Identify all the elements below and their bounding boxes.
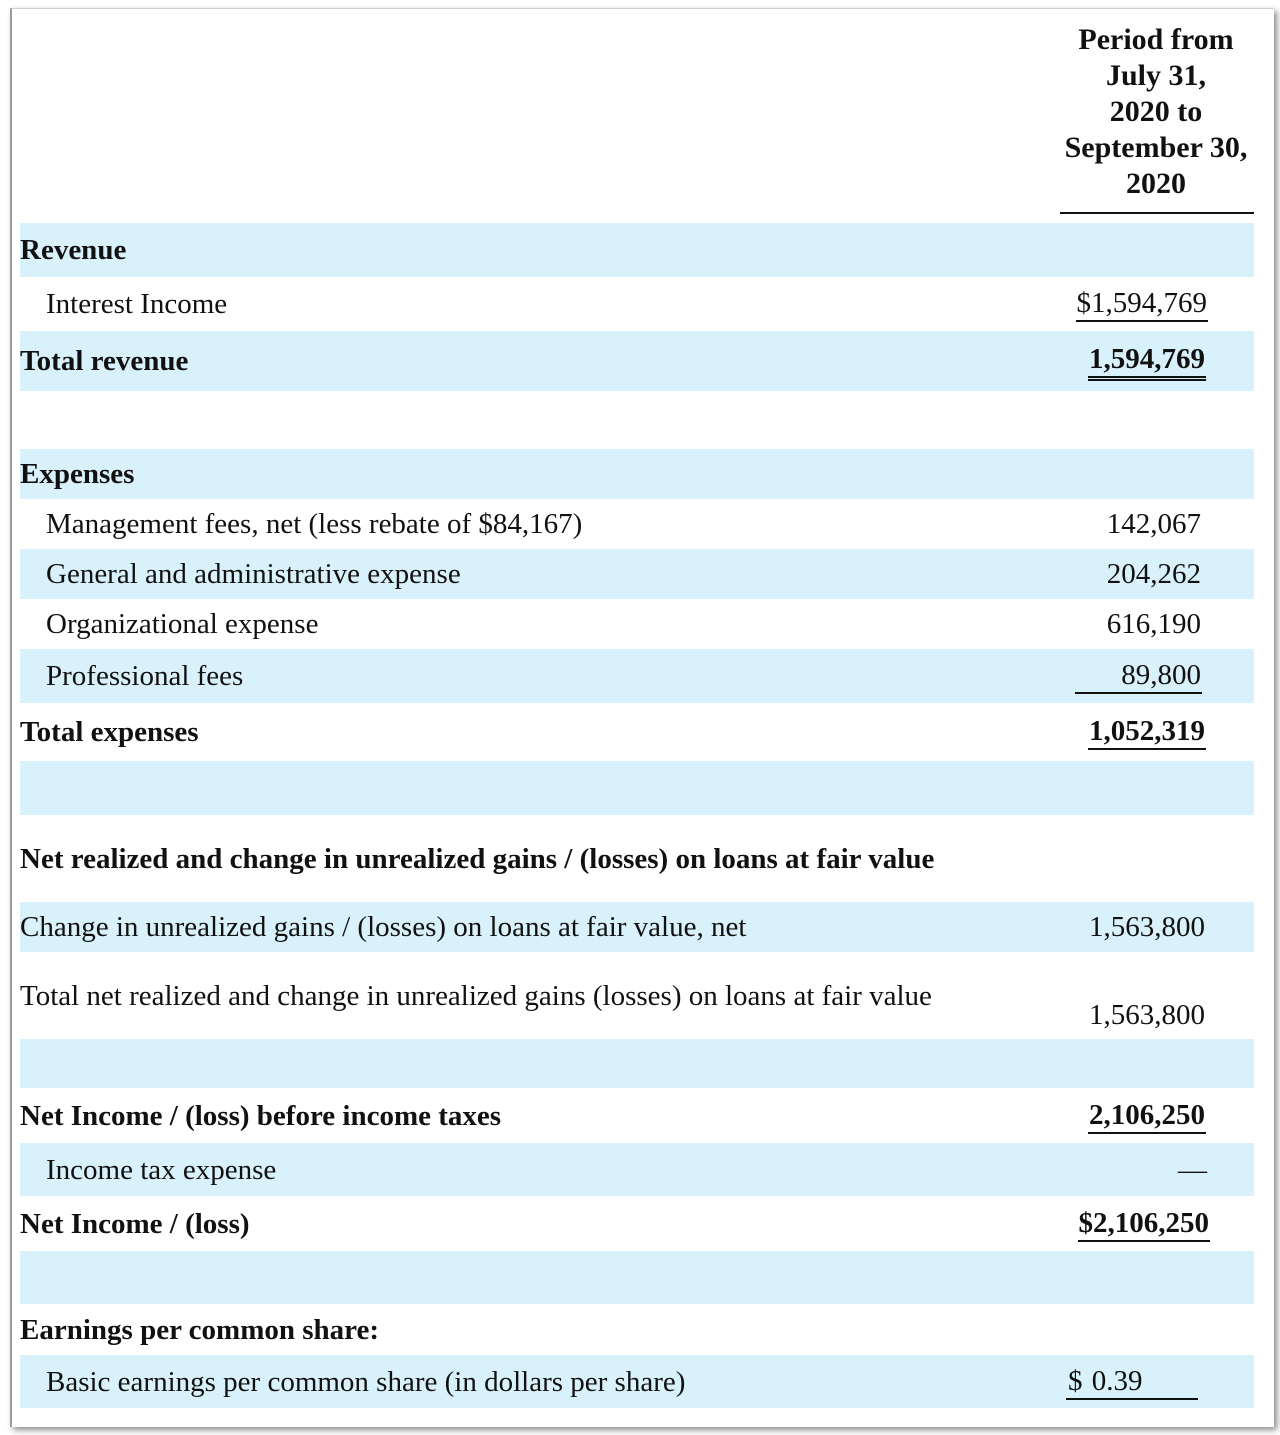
net-income-value: $2,106,250 xyxy=(1078,1206,1211,1242)
net-income-label: Net Income / (loss) xyxy=(20,1207,250,1240)
unrealized-change-row xyxy=(20,902,1254,952)
spacer-row xyxy=(20,761,1254,815)
expense-row xyxy=(20,549,1254,599)
period-header-line: July 31, xyxy=(1105,59,1207,92)
total-expenses-row xyxy=(20,703,1254,761)
income-before-tax-label: Net Income / (loss) before income taxes xyxy=(20,1099,502,1132)
total-expenses-value: 1,052,319 xyxy=(1088,714,1206,750)
income-tax-row xyxy=(20,1143,1254,1196)
expense-value: 204,262 xyxy=(1106,558,1201,590)
total-gains-row xyxy=(20,952,1254,1039)
eps-heading-row xyxy=(20,1304,1254,1355)
expense-label: Organizational expense xyxy=(46,608,319,640)
period-column-header xyxy=(1058,22,1254,202)
expense-label: General and administrative expense xyxy=(46,558,461,590)
total-gains-label: Total net realized and change in unrealized gains (losses) on loans at fair value xyxy=(20,979,932,1012)
basic-eps-value: 0.39 xyxy=(1091,1364,1143,1397)
basic-eps-label: Basic earnings per common share (in dollars per share) xyxy=(46,1365,686,1398)
basic-eps-amount xyxy=(1066,1364,1198,1400)
spacer-row xyxy=(20,1251,1254,1304)
spacer-row xyxy=(20,1039,1254,1088)
unrealized-change-label: Change in unrealized gains / (losses) on loans at fair value, net xyxy=(20,911,747,943)
expense-row xyxy=(20,649,1254,703)
period-header-line: 2020 xyxy=(1126,167,1186,200)
income-tax-value: — xyxy=(1178,1153,1207,1186)
period-header-line: September 30, xyxy=(1064,131,1248,164)
revenue-heading-row xyxy=(20,223,1254,277)
revenue-heading: Revenue xyxy=(20,234,127,266)
basic-eps-row xyxy=(20,1355,1254,1408)
interest-income-label: Interest Income xyxy=(46,288,228,320)
total-revenue-value: 1,594,769 xyxy=(1088,342,1206,381)
income-before-tax-row xyxy=(20,1088,1254,1143)
expenses-heading: Expenses xyxy=(20,458,135,490)
expense-row xyxy=(20,499,1254,549)
net-income-row xyxy=(20,1196,1254,1251)
total-revenue-label: Total revenue xyxy=(20,345,189,377)
total-gains-value: 1,563,800 xyxy=(1089,999,1205,1031)
header-underline xyxy=(1060,212,1254,214)
interest-income-value: $1,594,769 xyxy=(1076,286,1209,322)
basic-eps-currency: $ xyxy=(1068,1364,1083,1397)
interest-income-row xyxy=(20,277,1254,331)
total-revenue-row xyxy=(20,331,1254,391)
expense-label: Management fees, net (less rebate of $84,167) xyxy=(46,508,583,540)
income-tax-label: Income tax expense xyxy=(46,1153,277,1186)
expense-value: 89,800 xyxy=(1075,658,1202,694)
total-expenses-label: Total expenses xyxy=(20,716,199,748)
period-header-line: Period from xyxy=(1078,23,1234,56)
expense-value: 616,190 xyxy=(1106,608,1201,640)
expense-value: 142,067 xyxy=(1106,508,1201,540)
unrealized-change-value: 1,563,800 xyxy=(1089,911,1205,943)
expense-row xyxy=(20,599,1254,649)
income-before-tax-value: 2,106,250 xyxy=(1088,1098,1206,1134)
period-header-line: 2020 to xyxy=(1109,95,1203,128)
expenses-heading-row xyxy=(20,449,1254,499)
expense-label: Professional fees xyxy=(46,660,244,692)
eps-heading: Earnings per common share: xyxy=(20,1313,380,1346)
gains-heading-row xyxy=(20,815,1254,902)
gains-heading: Net realized and change in unrealized gains / (losses) on loans at fair value xyxy=(20,842,935,875)
